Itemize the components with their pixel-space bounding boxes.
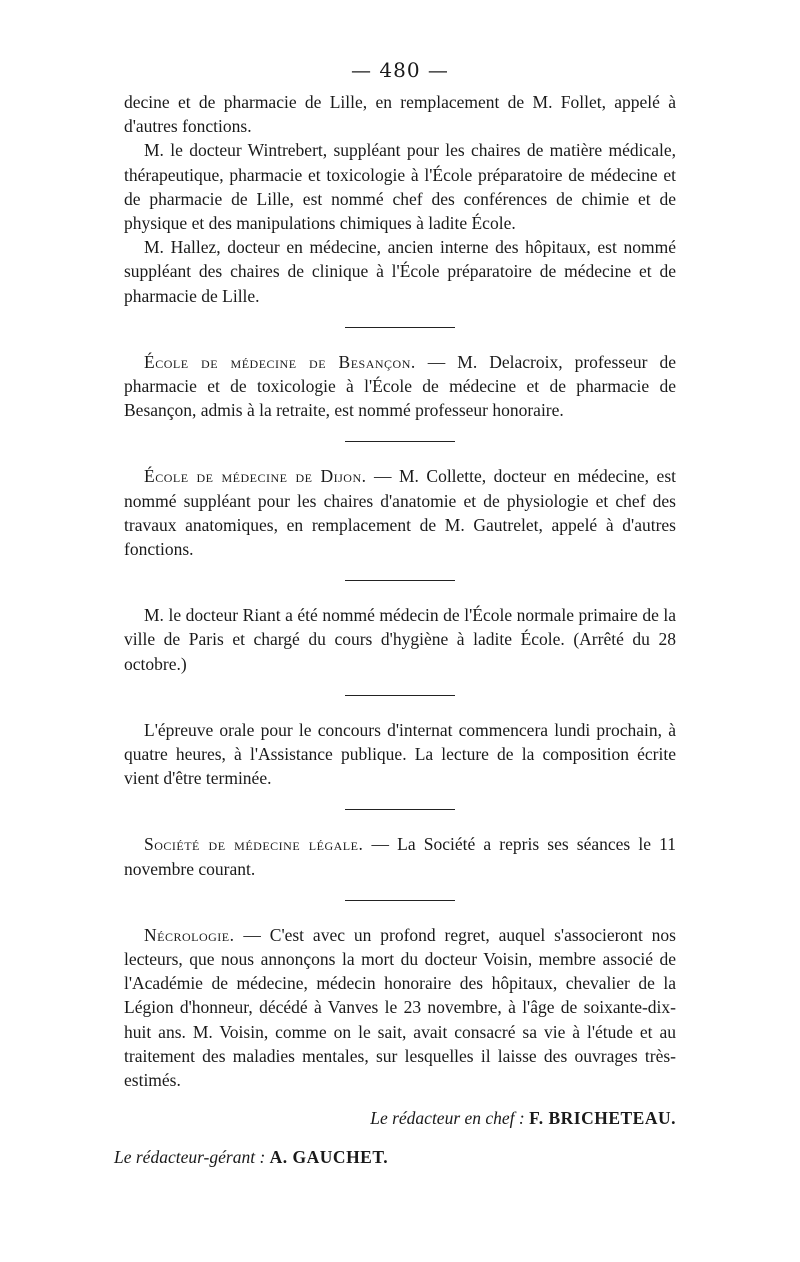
page-body: [114, 90, 677, 1169]
signature-label: Le rédacteur en chef :: [370, 1108, 525, 1129]
paragraph-riant: M. le docteur Riant a été nommé médecin de l'École normale primaire de la ville de Paris et chargé du cours d'hygiène à ladite École. (Arrêté du 28 octobre.): [124, 605, 676, 674]
paragraph-wintrebert: M. le docteur Wintrebert, suppléant pour les chaires de matière médicale, thérapeutique, pharmacie et toxicologie à l'École préparatoire de médecine et de pharmacie de Lille, est nommé chef des conférences de chimie et de physique et des manipulations chimiques à ladite École.: [124, 140, 676, 234]
page-number: — 480 —: [351, 58, 449, 82]
gerant-name: A. GAUCHET.: [269, 1146, 389, 1167]
paragraph-follet: decine et de pharmacie de Lille, en remplacement de M. Follet, appelé à d'autres fonctions.: [124, 92, 676, 137]
paragraph-necrologie: [124, 923, 676, 1092]
gerant-signature: [114, 1145, 676, 1169]
section-divider: [345, 327, 455, 328]
section-divider: [345, 809, 455, 810]
heading-necrologie: Nécrologie.: [144, 924, 235, 945]
text-societe: — La Société a repris ses séances le 11 novembre courant.: [124, 834, 677, 879]
section-divider: [345, 580, 455, 581]
paragraph-dijon: [124, 464, 676, 561]
text-dijon: — M. Collette, docteur en médecine, est nommé suppléant pour les chaires d'anatomie et de physiologie et chef des travaux anatomiques, en remplacement de M. Gautrelet, appelé à d'autres fonctions.: [124, 466, 676, 560]
signature-name: F. BRICHETEAU.: [529, 1108, 676, 1129]
editor-signature: [124, 1106, 676, 1130]
heading-societe: Société de médecine légale.: [144, 834, 364, 855]
paragraph-societe: [124, 832, 676, 880]
section-divider: [345, 441, 455, 442]
gerant-label: Le rédacteur-gérant :: [114, 1146, 266, 1167]
heading-besancon: École de médecine de Besançon.: [144, 351, 416, 372]
section-divider: [345, 900, 455, 901]
text-necrologie: — C'est avec un profond regret, auquel s'associeront nos lecteurs, que nous annonçons la mort du docteur Voisin, membre associé de l'Académie de médecine, médecin honoraire des hôpitaux, chevalier de la Légion d'honneur, décédé à Vanves le 23 novembre, à l'âge de soixante-dix-huit ans. M. Voisin, comme on le sait, avait consacré sa vie à l'étude et au traitement des maladies mentales, sur lesquelles il laisse des ouvrages très-estimés.: [124, 924, 676, 1091]
paragraph-internat: L'épreuve orale pour le concours d'internat commencera lundi prochain, à quatre heures, à l'Assistance publique. La lecture de la composition écrite vient d'être terminée.: [124, 719, 676, 789]
heading-dijon: École de médecine de Dijon.: [144, 466, 367, 487]
text-besancon: — M. Delacroix, professeur de pharmacie et de toxicologie à l'École de médecine et de pharmacie de Besançon, admis à la retraite, est nommé professeur honoraire.: [124, 351, 676, 421]
paragraph-besancon: [124, 350, 676, 423]
paragraph-hallez: M. Hallez, docteur en médecine, ancien interne des hôpitaux, est nommé suppléant des chaires de clinique à l'École préparatoire de médecine et de pharmacie de Lille.: [124, 237, 676, 306]
section-divider: [345, 695, 455, 696]
